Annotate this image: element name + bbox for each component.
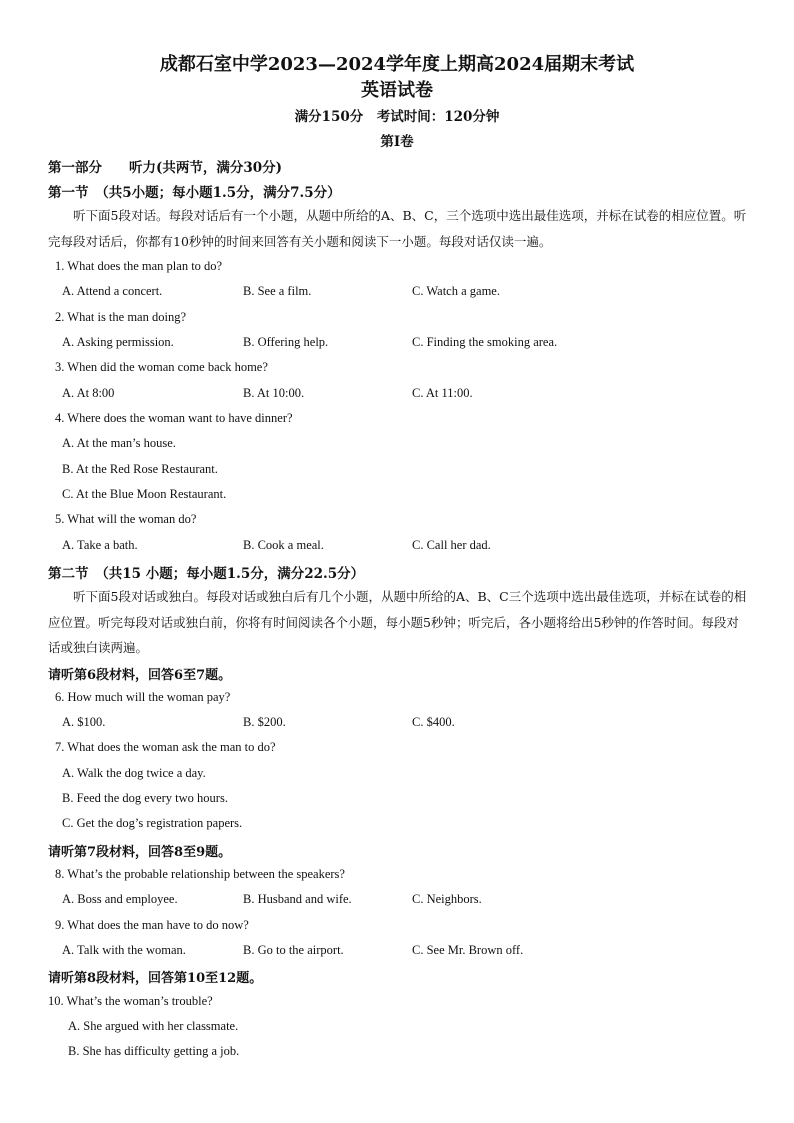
material-7-heading: 请听第7段材料，回答8至9题。 [48, 845, 232, 860]
q6-option-b: B. $200. [243, 715, 286, 729]
q8-option-a: A. Boss and employee. [62, 892, 178, 906]
q6-option-a: A. $100. [62, 715, 106, 729]
volume-label: 第Ⅰ卷 [380, 134, 414, 150]
q4-option-a: A. At the man’s house. [62, 436, 176, 450]
q7-option-a: A. Walk the dog twice a day. [62, 766, 206, 780]
q9-option-c: C. See Mr. Brown off. [412, 943, 524, 957]
q5-option-c: C. Call her dad. [412, 538, 491, 552]
q6-option-c: C. $400. [412, 715, 455, 729]
q10-option-b: B. She has difficulty getting a job. [68, 1044, 240, 1058]
q2-option-a: A. Asking permission. [62, 335, 174, 349]
material-8-heading: 请听第8段材料，回答第10至12题。 [48, 971, 263, 986]
q7-option-b: B. Feed the dog every two hours. [62, 791, 228, 805]
q2-option-b: B. Offering help. [243, 335, 329, 349]
q5-option-a: A. Take a bath. [62, 538, 138, 552]
question-7: 7. What does the woman ask the man to do? [55, 740, 276, 754]
q7-option-c: C. Get the dog’s registration papers. [62, 816, 243, 830]
q2-option-c: C. Finding the smoking area. [412, 335, 558, 349]
q1-option-b: B. See a film. [243, 284, 312, 298]
question-3: 3. When did the woman come back home? [55, 360, 268, 374]
question-9: 9. What does the man have to do now? [55, 918, 249, 932]
q3-option-c: C. At 11:00. [412, 386, 473, 400]
material-6-heading: 请听第6段材料，回答6至7题。 [48, 668, 232, 683]
q1-option-a: A. Attend a concert. [62, 284, 163, 298]
q3-option-a: A. At 8:00 [62, 386, 115, 400]
q8-option-c: C. Neighbors. [412, 892, 482, 906]
q4-option-c: C. At the Blue Moon Restaurant. [62, 487, 227, 501]
question-5: 5. What will the woman do? [55, 512, 197, 526]
q8-option-b: B. Husband and wife. [243, 892, 352, 906]
exam-title: 成都石室中学2023—2024学年度上期高2024届期末考试 [159, 54, 635, 75]
question-4: 4. Where does the woman want to have dinner? [55, 411, 293, 425]
section1-instructions: 听下面5段对话。每段对话后有一个小题，从题中所给的A、B、C，三个选项中选出最佳选项，并标在试卷的相应位置。听完每段对话后，你都有10秒钟的时间来回答有关小题和阅读下一小题。每段对话仅读一遍。 [48, 208, 747, 249]
question-1: 1. What does the man plan to do? [55, 259, 223, 273]
part1-heading: 第一部分 听力(共两节，满分30分) [48, 160, 283, 176]
section1-heading: 第一节 （共5小题；每小题1.5分，满分7.5分） [48, 185, 341, 201]
q1-option-c: C. Watch a game. [412, 284, 500, 298]
section2-instructions: 听下面5段对话或独白。每段对话或独白后有几个小题，从题中所给的A、B、C三个选项中选出最佳选项，并标在试卷的相应位置。听完每段对话或独白前，你将有时间阅读各个小题，每小题5秒钟；听完后，各小题将给出5秒钟的作答时间。每段对话或独白读两遍。 [48, 589, 747, 655]
question-2: 2. What is the man doing? [55, 310, 186, 324]
q10-option-a: A. She argued with her classmate. [68, 1019, 239, 1033]
exam-meta: 满分150分 考试时间：120分钟 [294, 109, 500, 125]
exam-subject: 英语试卷 [361, 80, 433, 101]
question-10: 10. What’s the woman’s trouble? [48, 994, 213, 1008]
section2-heading: 第二节 （共15 小题；每小题1.5分，满分22.5分） [48, 566, 365, 582]
question-8: 8. What’s the probable relationship between the speakers? [55, 867, 345, 881]
q9-option-b: B. Go to the airport. [243, 943, 344, 957]
q9-option-a: A. Talk with the woman. [62, 943, 186, 957]
q3-option-b: B. At 10:00. [243, 386, 305, 400]
question-6: 6. How much will the woman pay? [55, 690, 231, 704]
q5-option-b: B. Cook a meal. [243, 538, 324, 552]
q4-option-b: B. At the Red Rose Restaurant. [62, 462, 218, 476]
